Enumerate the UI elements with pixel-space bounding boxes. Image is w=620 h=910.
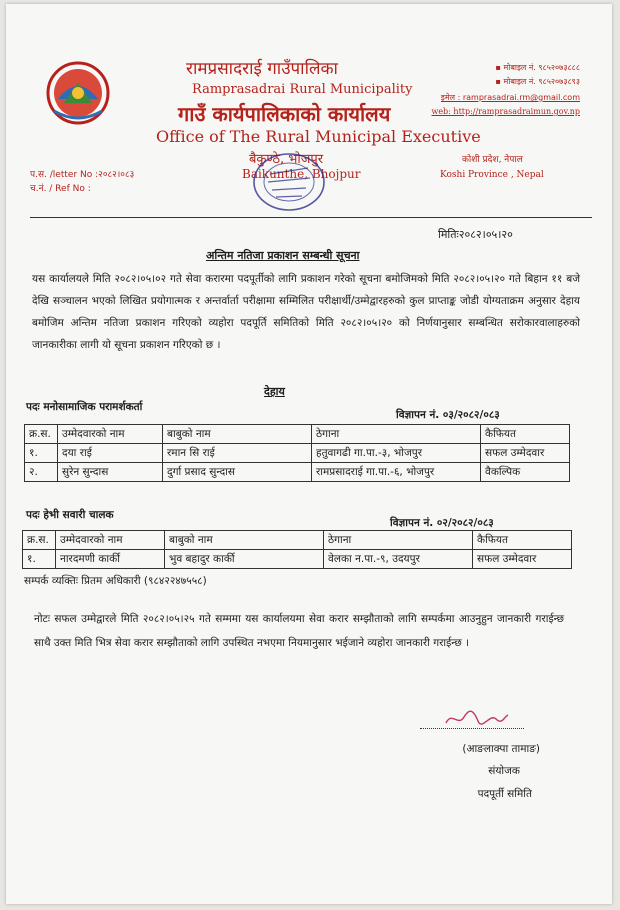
cell-remarks: सफल उम्मेदवार	[473, 550, 572, 569]
cell-address: रामप्रसादराई गा.पा.-६, भोजपुर	[312, 463, 481, 482]
notice-title: अन्तिम नतिजा प्रकाशन सम्बन्धी सूचना	[206, 249, 360, 262]
col-remarks: कैफियत	[481, 425, 570, 444]
office-place-np: बैकुण्ठे, भोजपुर	[249, 152, 324, 167]
post-1-title: पदः मनोसामाजिक परामर्शकर्ता	[26, 401, 143, 413]
post-2-title: पदः हेभी सवारी चालक	[26, 509, 114, 521]
cell-candidate: सुरेन सुन्दास	[58, 463, 163, 482]
office-name-en: Office of The Rural Municipal Executive	[156, 127, 481, 146]
cell-sn: २.	[25, 463, 58, 482]
signature-line	[420, 728, 524, 729]
cell-remarks: वैकल्पिक	[481, 463, 570, 482]
cell-father: रमान सि राई	[163, 444, 312, 463]
col-candidate: उम्मेदवारको नाम	[56, 531, 165, 550]
notice-body: यस कार्यालयले मिति २०८२।०५।०२ गते सेवा करारमा पदपूर्तीको लागि प्रकाशन गरेको सूचना बमोजिमको मिति २०८२।०५।२० गते बिहान ११ बजे देखि सञ्चालन भएको लिखित प्रयोगात्मक र अन्तर्वार्ता परीक्षामा सम्मिलित परीक्षार्थी/उम्मेद्वारहरुको कुल प्राप्ताङ्क जोडी योग्यताक्रम अनुसार देहाय बमोजिम अन्तिम नतिजा प्रकाशन गरिएको व्यहोरा पदपूर्ति समितिको मिति २०८२।०५।२० को निर्णयानुसार सम्बन्धित सरोकारवालाहरुको जानकारीका लागी यो सूचना प्रकाशन गरिएको छ ।	[32, 273, 580, 351]
signatory-name: (आङलाक्पा तामाङ)	[462, 743, 540, 755]
signatory-committee: पदपूर्ती समिति	[477, 788, 532, 800]
table-row	[25, 463, 570, 482]
cell-address: हतुवागढी गा.पा.-३, भोजपुर	[312, 444, 481, 463]
phone-1: ▪ मोबाइल नं. ९८५२०७३८८८	[495, 63, 580, 72]
col-father: बाबुको नाम	[165, 531, 324, 550]
letter-no: प.स. /letter No :२०८२।०८३	[30, 170, 135, 180]
letter-sheet	[6, 4, 612, 904]
table-header-row	[25, 425, 570, 444]
col-sn: क्र.स.	[23, 531, 56, 550]
signatory-role: संयोजक	[488, 765, 520, 777]
col-address: ठेगाना	[324, 531, 473, 550]
post-2-ad-no: विज्ञापन नं. ०२/२०८२/०८३	[390, 517, 494, 529]
web-link[interactable]: web: http://ramprasadraimun.gov.np	[431, 107, 580, 116]
header-divider	[30, 217, 592, 218]
col-candidate: उम्मेदवारको नाम	[58, 425, 163, 444]
contact-person: सम्पर्क व्यक्तिः प्रितम अधिकारी (९८४२२४७५५८)	[24, 575, 207, 587]
cell-candidate: दया राई	[58, 444, 163, 463]
office-place-en: Baikunthe, Bhojpur	[242, 167, 361, 181]
email-text: इमेल : ramprasadrai.rm@gmail.com	[440, 93, 580, 102]
cell-sn: १.	[23, 550, 56, 569]
office-name-np: गाउँ कार्यपालिकाको कार्यालय	[178, 102, 391, 126]
notice-note: नोटः सफल उम्मेद्वारले मिति २०८२।०५।२५ गते सम्ममा यस कार्यालयमा सेवा करार सम्झौताको लागि सम्पर्कमा आउनुहुन जानकारी गराईन्छ साथै उक्त मिति भित्र सेवा करार सम्झौताको लागि उपस्थित नभएमा नियमानुसार भईजाने व्यहोरा जानकारी गराईन्छ ।	[34, 613, 564, 649]
notice-date: मितिः२०८२।०५।२०	[438, 228, 513, 241]
municipality-name-np: रामप्रसादराई गाउँपालिका	[186, 59, 338, 79]
province-en: Koshi Province , Nepal	[440, 170, 544, 180]
office-stamp-icon	[250, 150, 328, 214]
results-table-2	[22, 530, 572, 569]
results-table-1	[24, 424, 570, 482]
cell-father: भुव बहादुर कार्की	[165, 550, 324, 569]
post-1-ad-no: विज्ञापन नं. ०३/२०८२/०८३	[396, 409, 500, 421]
province-np: कोशी प्रदेश, नेपाल	[462, 155, 523, 165]
table-row	[23, 550, 572, 569]
cell-father: दुर्गा प्रसाद सुन्दास	[163, 463, 312, 482]
col-sn: क्र.स.	[25, 425, 58, 444]
col-remarks: कैफियत	[473, 531, 572, 550]
dehay-heading: देहाय	[264, 385, 285, 398]
col-father: बाबुको नाम	[163, 425, 312, 444]
cell-address: वेलका न.पा.-९, उदयपुर	[324, 550, 473, 569]
ref-no: च.नं. / Ref No :	[30, 184, 91, 194]
cell-remarks: सफल उम्मेदवार	[481, 444, 570, 463]
table-row	[25, 444, 570, 463]
cell-sn: १.	[25, 444, 58, 463]
phone-2: ▪ मोबाइल नं. ९८५२०७३८९३	[495, 77, 580, 86]
municipality-name-en: Ramprasadrai Rural Municipality	[192, 82, 413, 97]
col-address: ठेगाना	[312, 425, 481, 444]
municipality-emblem-icon	[44, 59, 112, 127]
cell-candidate: नारदमणी कार्की	[56, 550, 165, 569]
signature-icon	[442, 707, 512, 729]
table-header-row	[23, 531, 572, 550]
